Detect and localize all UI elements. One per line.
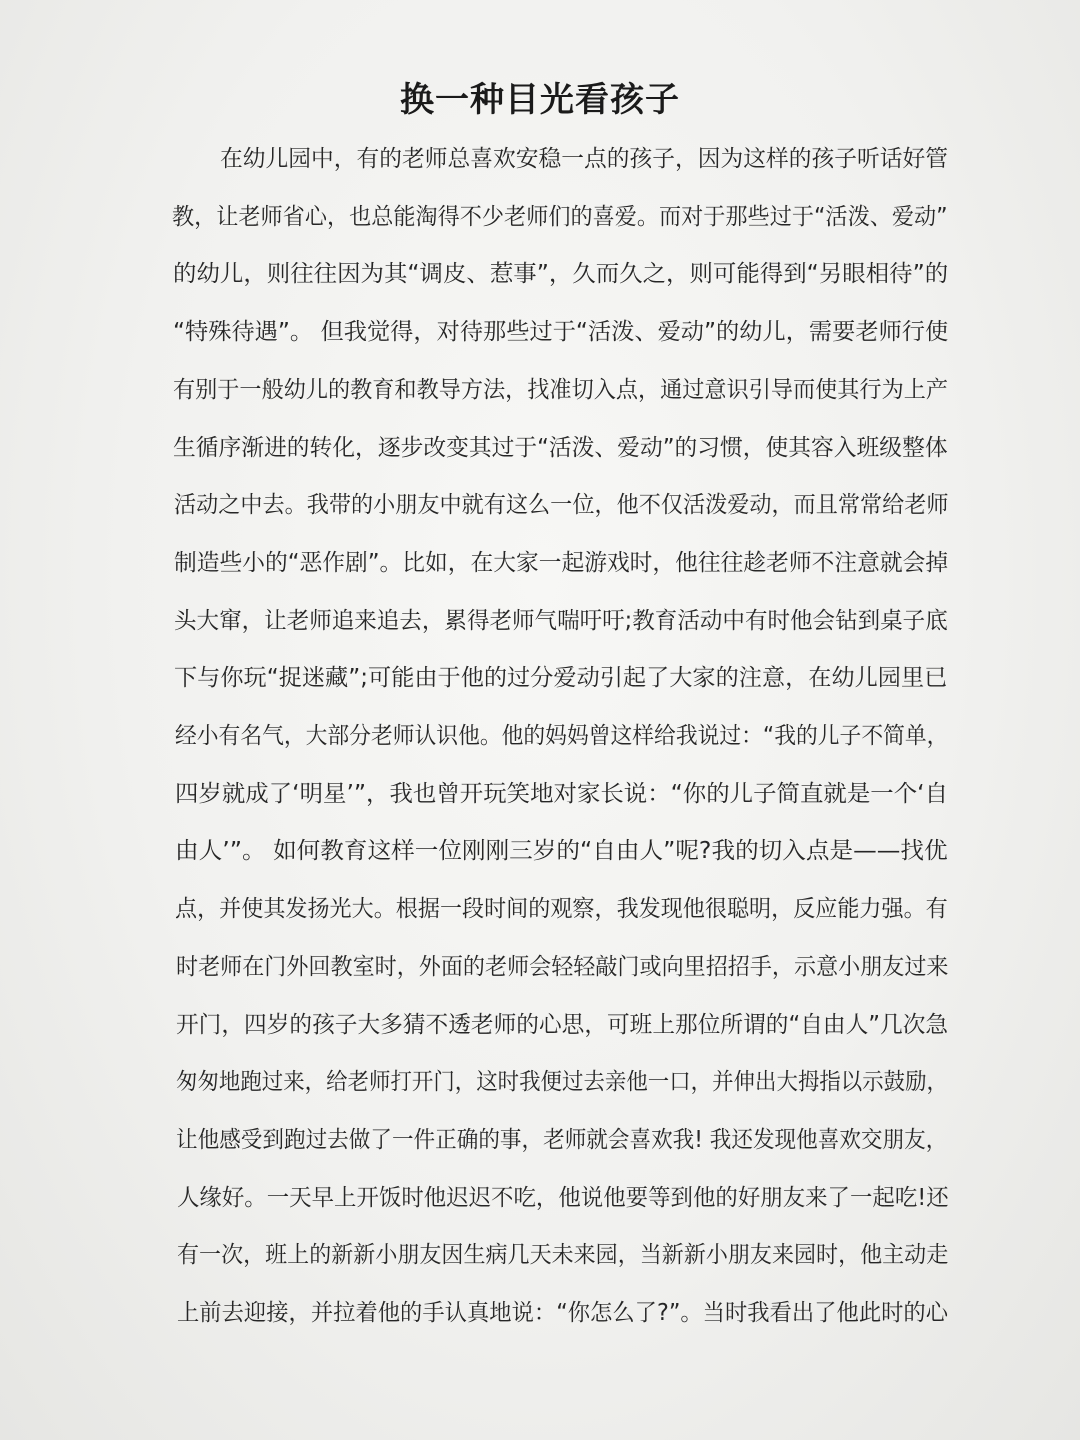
text-line: 人缘好。一天早上开饭时他迟迟不吃，他说他要等到他的好朋友来了一起吃!还 [176, 1184, 949, 1211]
text-line: “特殊待遇”。 但我觉得，对待那些过于“活泼、爱动”的幼儿，需要老师行使 [172, 319, 948, 346]
text-line: 的幼儿，则往往因为其“调皮、惹事”，久而久之，则可能得到“另眼相待”的 [172, 261, 948, 288]
text-line: 教，让老师省心，也总能淘得不少老师们的喜爱。而对于那些过于“活泼、爱动” [172, 203, 948, 230]
text-line: 有别于一般幼儿的教育和教导方法，找准切入点，通过意识引导而使其行为上产 [173, 376, 948, 403]
text-line: 有一次，班上的新新小朋友因生病几天未来园，当新新小朋友来园时，他主动走 [176, 1242, 948, 1269]
text-line: 头大窜，让老师追来追去，累得老师气喘吁吁;教育活动中有时他会钻到桌子底 [174, 607, 948, 634]
text-line: 让他感受到跑过去做了一件正确的事，老师就会喜欢我! 我还发现他喜欢交朋友， [176, 1126, 948, 1153]
document-title: 换一种目光看孩子 [400, 80, 680, 120]
text-line: 开门，四岁的孩子大多猜不透老师的心思，可班上那位所谓的“自由人”几次急 [175, 1011, 948, 1038]
text-line: 上前去迎接，并拉着他的手认真地说：“你怎么了?”。当时我看出了他此时的心 [177, 1300, 949, 1326]
text-line: 四岁就成了‘明星’”，我也曾开玩笑地对家长说：“你的儿子简直就是一个‘自 [174, 780, 948, 807]
text-line: 点，并使其发扬光大。根据一段时间的观察，我发现他很聪明，反应能力强。有 [175, 896, 948, 923]
text-line: 制造些小的“恶作剧”。比如，在大家一起游戏时，他往往趁老师不注意就会掉 [173, 549, 948, 576]
text-line: 匆匆地跑过来，给老师打开门，这时我便过去亲他一口，并伸出大拇指以示鼓励， [176, 1069, 948, 1096]
text-line: 生循序渐进的转化，逐步改变其过于“活泼、爱动”的习惯，使其容入班级整体 [173, 434, 948, 461]
text-line: 活动之中去。我带的小朋友中就有这么一位，他不仅活泼爱动，而且常常给老师 [173, 492, 948, 519]
text-line: 时老师在门外回教室时，外面的老师会轻轻敲门或向里招招手，示意小朋友过来 [175, 953, 948, 980]
text-line: 经小有名气，大部分老师认识他。他的妈妈曾这样给我说过：“我的儿子不简单， [174, 723, 948, 749]
text-line: 下与你玩“捉迷藏”;可能由于他的过分爱动引起了大家的注意，在幼儿园里已 [174, 665, 948, 692]
text-line: 由人’”。 如何教育这样一位刚刚三岁的“自由人”呢?我的切入点是——找优 [175, 838, 948, 865]
text-line: 在幼儿园中，有的老师总喜欢安稳一点的孩子，因为这样的孩子听话好管 [220, 146, 948, 172]
